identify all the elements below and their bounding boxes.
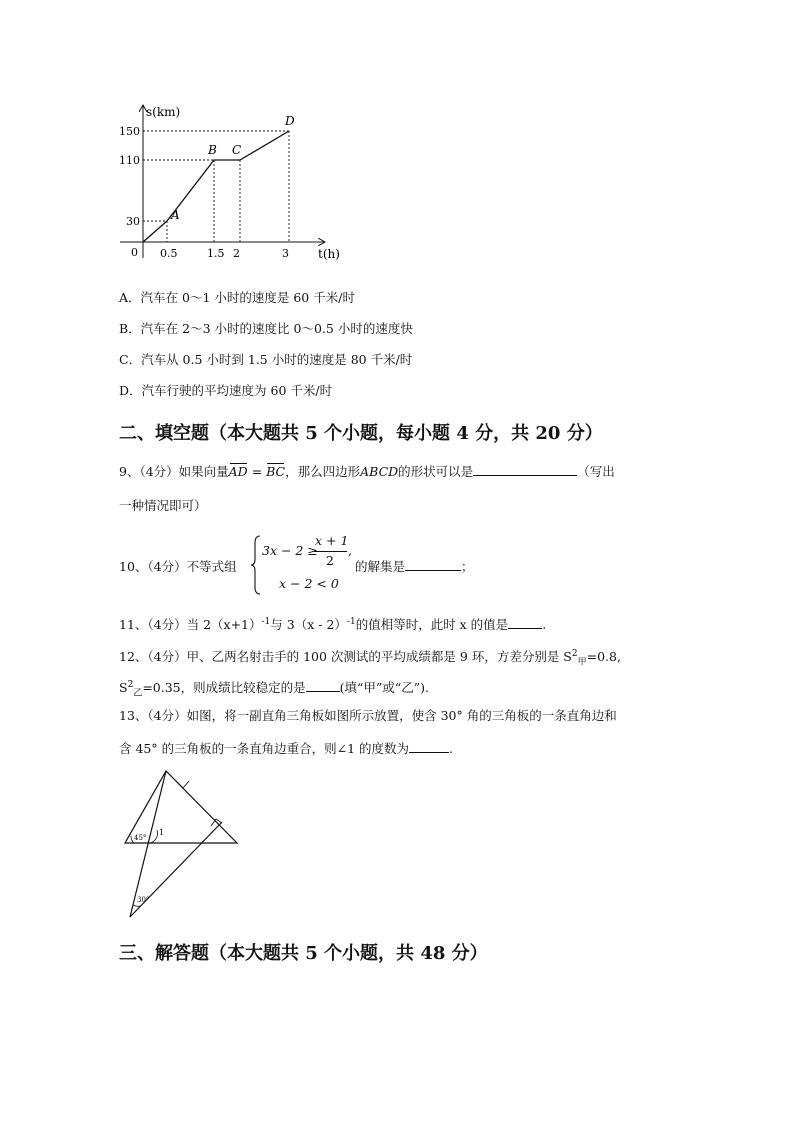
vector-ad: AD [228, 464, 248, 479]
y-tick-label: 110 [119, 154, 140, 167]
q10-row1-comma: , [348, 543, 352, 558]
answer-blank-10[interactable] [405, 558, 461, 571]
q10-row1-lhs: 3x − 2 ≥ [262, 543, 318, 558]
q9-quad: ABCD [360, 464, 399, 479]
answer-blank-13[interactable] [409, 740, 449, 753]
q10-row2: x − 2 < 0 [279, 576, 339, 591]
section-2-title: 二、填空题（本大题共 5 个小题，每小题 4 分，共 20 分） [119, 423, 603, 444]
point-label-a: A [171, 208, 180, 222]
q11-sup1: -1 [261, 617, 271, 627]
angle-45-label: 45° [134, 834, 147, 842]
brace-icon [251, 535, 261, 595]
point-label-c: C [232, 143, 242, 157]
q9-eq: = [247, 464, 267, 479]
question-9-line2: 一种情况即可） [119, 498, 207, 513]
origin-label: 0 [131, 246, 138, 259]
q10-row1-num: x + 1 [315, 533, 349, 548]
question-13-line2: 含 45° 的三角板的一条直角边重合，则∠1 的度数为 . [119, 741, 453, 756]
question-9 [119, 463, 615, 480]
q10-suffix: 的解集是 ； [355, 559, 474, 574]
y-tick-label: 150 [119, 125, 140, 138]
question-12-line1: 12、（4分）甲、乙两名射击手的 100 次测试的平均成绩都是 9 环，方差分别是 $S^2_甲=0.8$, [119, 649, 621, 668]
q10-prefix: 10、（4分）不等式组 [119, 559, 237, 574]
y-axis-label: s(km) [146, 105, 181, 119]
option-c: C．汽车从 0.5 小时到 1.5 小时的速度是 80 千米/时 [119, 352, 413, 367]
q9-suffix: 的形状可以是 [398, 464, 474, 479]
q10-row1-den: 2 [326, 553, 334, 568]
vector-bc: BC [266, 464, 286, 479]
distance-time-graph [110, 98, 350, 268]
point-label-b: B [208, 143, 217, 157]
option-a: A．汽车在 0～1 小时的速度是 60 千米/时 [119, 290, 355, 305]
q11-sup2: -1 [346, 617, 356, 627]
answer-blank-9[interactable] [473, 463, 577, 476]
y-tick-label: 30 [126, 215, 140, 228]
q9-note: （写出 [577, 464, 615, 479]
option-d: D．汽车行驶的平均速度为 60 千米/时 [119, 383, 333, 398]
question-11: 11、（4分）当 $2(x+1)^{-1}$与 3（x - 2）$^{-1}$的值相等时，此时 x 的值是 . [119, 617, 547, 633]
x-tick-label: 3 [282, 247, 289, 260]
x-tick-label: 0.5 [160, 247, 178, 260]
x-tick-label: 2 [233, 247, 240, 260]
angle-1-label: 1 [159, 828, 165, 837]
q9-middle: ，那么四边形 [285, 464, 361, 479]
angle-30-label: 30° [137, 896, 150, 904]
x-axis-label: t(h) [318, 247, 340, 261]
question-12-line2: $S^2_乙=0.35$，则成绩比较稳定的是 (填“甲”或“乙”). [119, 680, 429, 699]
fraction-bar [314, 551, 347, 552]
answer-blank-11[interactable] [508, 616, 542, 629]
triangle-figure [118, 765, 248, 925]
section-3-title: 三、解答题（本大题共 5 个小题，共 48 分） [119, 943, 488, 964]
option-b: B．汽车在 2～3 小时的速度比 0～0.5 小时的速度快 [119, 321, 413, 336]
question-10 [119, 533, 519, 597]
x-tick-label: 1.5 [207, 247, 225, 260]
q9-prefix: 9、（4分）如果向量 [119, 464, 229, 479]
answer-blank-12[interactable] [306, 679, 340, 692]
point-label-d: D [285, 114, 295, 128]
question-13-line1: 13、（4分）如图，将一副直角三角板如图所示放置，使含 30° 角的三角板的一条直角边和 [119, 708, 617, 723]
